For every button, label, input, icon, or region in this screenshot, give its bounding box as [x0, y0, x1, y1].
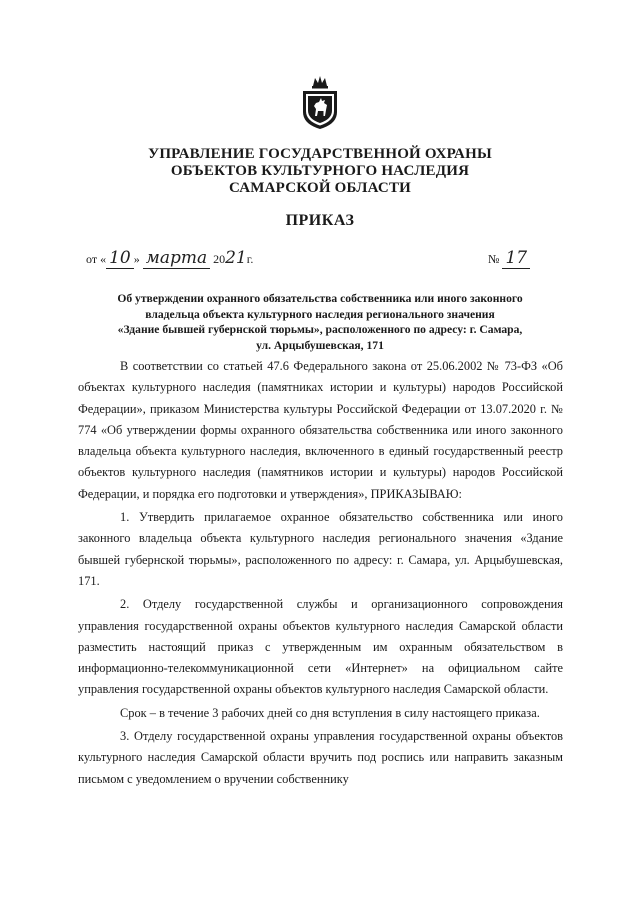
- body-paragraph: 1. Утвердить прилагаемое охранное обязательство собственника или иного законного владельца объекта культурного наследия регионального значения «Здание бывшей губернской тюрьмы», расположенного по адресу: г. Самара, ул. Арцыбушевская, 171.: [78, 510, 563, 588]
- body-paragraph: Срок – в течение 3 рабочих дней со дня вступления в силу настоящего приказа.: [120, 705, 540, 720]
- organization-name: [120, 146, 520, 197]
- org-line: ОБЪЕКТОВ КУЛЬТУРНОГО НАСЛЕДИЯ: [170, 163, 470, 179]
- date-month: марта: [143, 248, 210, 269]
- org-line: САМАРСКОЙ ОБЛАСТИ: [228, 180, 412, 196]
- subject-line: «Здание бывшей губернской тюрьмы», расположенного по адресу: г. Самара,: [117, 323, 523, 336]
- date-year-prefix: 20: [213, 252, 226, 266]
- date-year-suffix: г.: [246, 252, 254, 266]
- date-mid: »: [133, 252, 140, 266]
- subject-line: Об утверждении охранного обязательства собственника или иного законного: [117, 292, 523, 305]
- subject-line: ул. Арцыбушевская, 171: [256, 338, 384, 352]
- date-prefix: от «: [86, 252, 107, 266]
- number-label: №: [488, 252, 500, 266]
- subject-line: владельца объекта культурного наследия регионального значения: [145, 307, 495, 321]
- document-number: [488, 248, 530, 268]
- date-day: 10: [106, 248, 134, 269]
- org-line: УПРАВЛЕНИЕ ГОСУДАРСТВЕННОЙ ОХРАНЫ: [148, 146, 492, 162]
- coat-of-arms-icon: [298, 76, 342, 130]
- body-paragraph: 3. Отделу государственной охраны управления государственной охраны объектов культурного наследия Самарской области вручить под роспись или направить заказным письмом с уведомлением о вручении собственнику: [78, 729, 563, 786]
- document-subject: [78, 291, 562, 353]
- body-paragraph: В соответствии со статьей 47.6 Федерального закона от 25.06.2002 № 73-ФЗ «Об объектах культурного наследия (памятниках истории и культуры) народов Российской Федерации», приказом Министерства культуры Российской Федерации от 13.07.2020 г. № 774 «Об утверждении формы охранного обязательства собственника или иного законного владельца объекта культурного наследия, включенного в единый государственный реестр объектов культурного наследия (памятников истории и культуры) народов Российской Федерации, и порядка его подготовки и утверждения», ПРИКАЗЫВАЮ:: [78, 359, 563, 501]
- body-paragraph: 2. Отделу государственной службы и организационного сопровождения управления государственной охраны объектов культурного наследия Самарской области разместить настоящий приказ с утвержденным им охранным обязательством в информационно-телекоммуникационной сети «Интернет» на официальном сайте управления государственной охраны объектов культурного наследия Самарской области.: [78, 597, 563, 697]
- document-date: [86, 248, 253, 268]
- date-year: 21: [225, 248, 247, 268]
- document-body: [78, 356, 563, 790]
- number-value: 17: [502, 248, 530, 269]
- document-type-title: ПРИКАЗ: [285, 212, 355, 229]
